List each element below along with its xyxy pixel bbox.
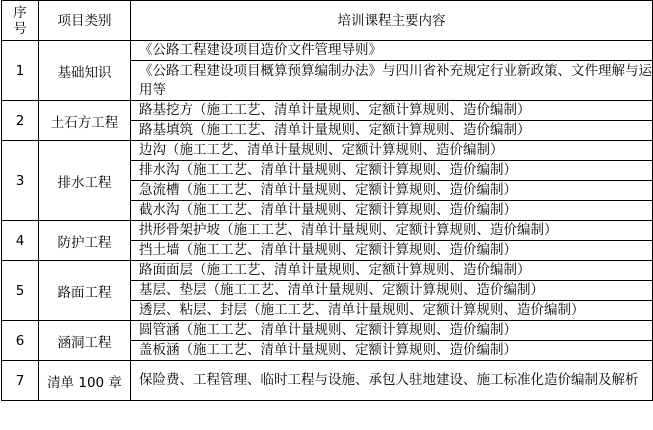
header-index: 序号 — [2, 1, 39, 41]
row-index: 6 — [2, 321, 39, 361]
row-index: 3 — [2, 141, 39, 221]
row-category: 路面工程 — [39, 261, 131, 321]
row-category: 清单 100 章 — [39, 361, 131, 401]
topic-cell: 边沟（施工工艺、清单计量规则、定额计算规则、造价编制） — [131, 141, 653, 161]
topic-cell: 保险费、工程管理、临时工程与设施、承包人驻地建设、施工标准化造价编制及解析 — [131, 361, 653, 401]
row-category: 防护工程 — [39, 221, 131, 261]
row-category: 土石方工程 — [39, 101, 131, 141]
training-course-table — [1, 0, 653, 401]
topic-cell: 基层、垫层（施工工艺、清单计量规则、定额计算规则、造价编制） — [131, 281, 653, 301]
row-index: 5 — [2, 261, 39, 321]
header-category: 项目类别 — [39, 1, 131, 41]
row-category: 排水工程 — [39, 141, 131, 221]
topic-cell: 《公路工程建设项目概算预算编制办法》与四川省补充规定行业新政策、文件理解与运用等 — [131, 61, 653, 101]
row-index: 1 — [2, 41, 39, 101]
topic-cell: 拱形骨架护坡（施工工艺、清单计量规则、定额计算规则、造价编制） — [131, 221, 653, 241]
topic-cell: 圆管涵（施工工艺、清单计量规则、定额计算规则、造价编制） — [131, 321, 653, 341]
topic-cell: 路基填筑（施工工艺、清单计量规则、定额计算规则、造价编制） — [131, 121, 653, 141]
topic-cell: 急流槽（施工工艺、清单计量规则、定额计算规则、造价编制） — [131, 181, 653, 201]
header-content: 培训课程主要内容 — [131, 1, 653, 41]
topic-cell: 截水沟（施工工艺、清单计量规则、定额计算规则、造价编制） — [131, 201, 653, 221]
topic-cell: 挡土墙（施工工艺、清单计量规则、定额计算规则、造价编制） — [131, 241, 653, 261]
row-category: 基础知识 — [39, 41, 131, 101]
row-index: 7 — [2, 361, 39, 401]
row-index: 2 — [2, 101, 39, 141]
topic-cell: 透层、粘层、封层（施工工艺、清单计量规则、定额计算规则、造价编制） — [131, 301, 653, 321]
topic-cell: 排水沟（施工工艺、清单计量规则、定额计算规则、造价编制） — [131, 161, 653, 181]
topic-cell: 路面面层（施工工艺、清单计量规则、定额计算规则、造价编制） — [131, 261, 653, 281]
topic-cell: 路基挖方（施工工艺、清单计量规则、定额计算规则、造价编制） — [131, 101, 653, 121]
row-index: 4 — [2, 221, 39, 261]
topic-cell: 《公路工程建设项目造价文件管理导则》 — [131, 41, 653, 61]
row-category: 涵洞工程 — [39, 321, 131, 361]
topic-cell: 盖板涵（施工工艺、清单计量规则、定额计算规则、造价编制） — [131, 341, 653, 361]
